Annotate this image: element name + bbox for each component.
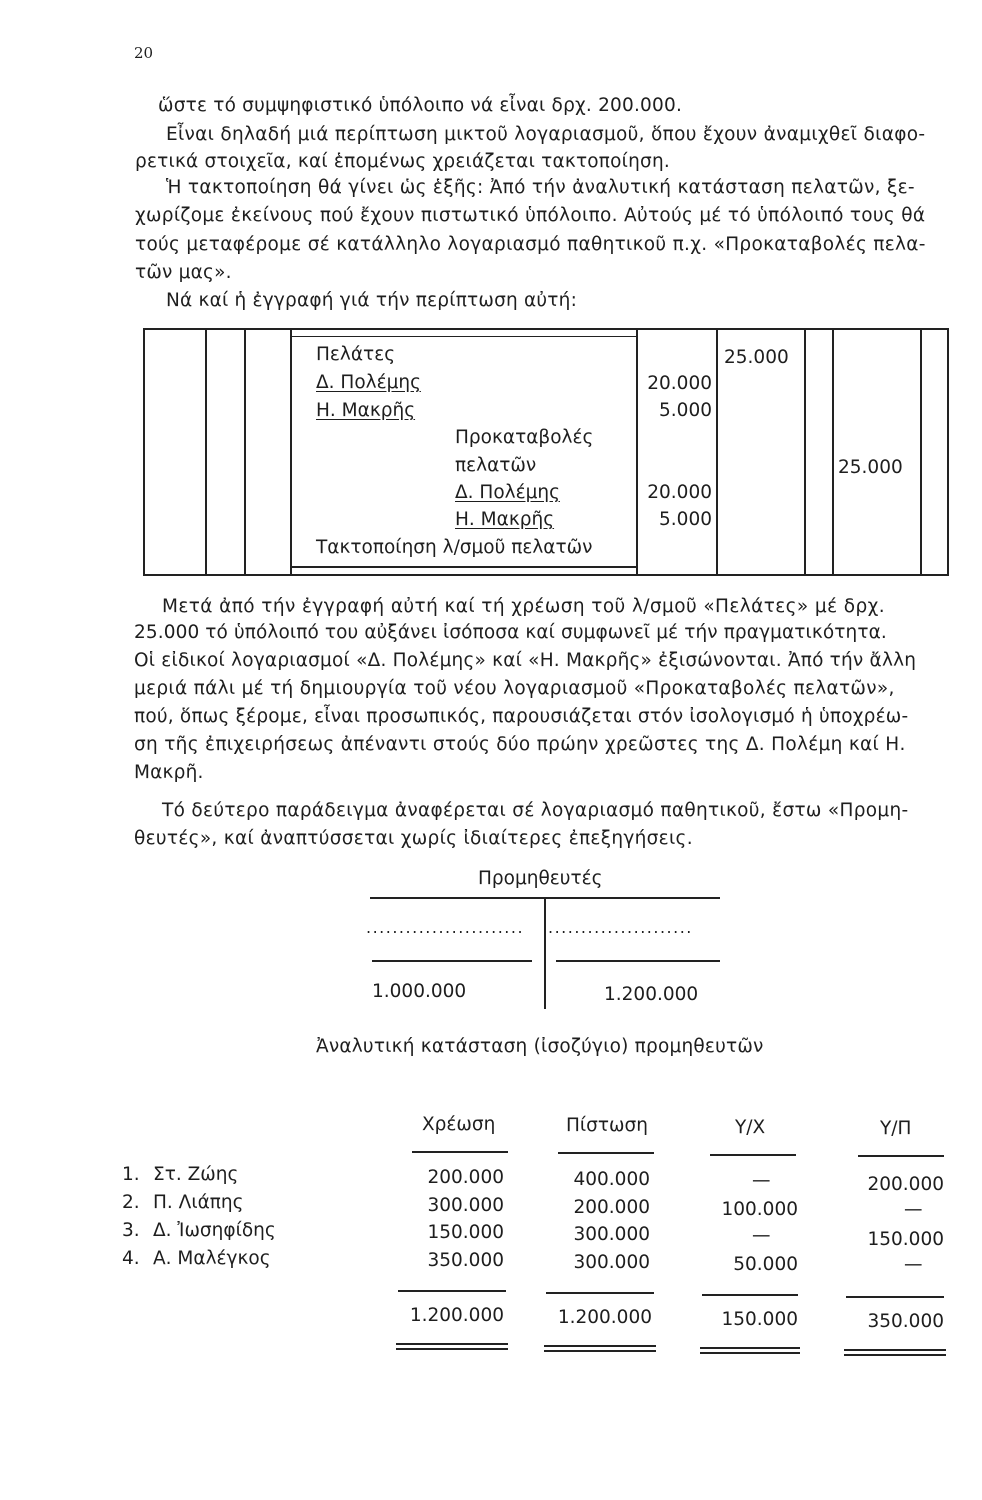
debit-account: Πελάτες — [316, 344, 396, 365]
double-rule — [700, 1347, 800, 1349]
debit-total: 25.000 — [724, 347, 789, 368]
debit-sub-amount-1: 20.000 — [647, 373, 712, 394]
total-credit: 1.200.000 — [557, 1307, 652, 1328]
credit-total: 25.000 — [838, 457, 903, 478]
credit-sub-amount-1: 20.000 — [647, 482, 712, 503]
t-account-credit-total: 1.200.000 — [604, 984, 699, 1005]
journal-separator-line — [290, 336, 636, 337]
t-account-divider — [544, 897, 546, 1009]
header-yx: Υ/Χ — [735, 1117, 766, 1138]
intro-line-5: χωρίζομε ἐκείνους πού ἔχουν πιστωτικό ὑπόλοιπο. Αὐτούς μέ τό ὑπόλοιπό τους θά — [135, 205, 926, 226]
trial-balance-title: Ἀναλυτική κατάσταση (ἰσοζύγιο) προμηθευτῶν — [316, 1036, 764, 1057]
debit-sub-name-2: Η. Μακρῆς — [316, 400, 416, 421]
row-credit: 300.000 — [573, 1252, 650, 1273]
debit-sub-amount-2: 5.000 — [659, 400, 712, 421]
journal-col-line — [636, 328, 638, 576]
row-credit: 200.000 — [573, 1197, 650, 1218]
double-rule — [544, 1350, 656, 1352]
middle-line-4: μεριά πάλι μέ τή δημιουργία τοῦ νέου λογαριασμοῦ «Προκαταβολές πελατῶν», — [134, 678, 895, 699]
intro-line-6: τούς μεταφέρομε σέ κατάλληλο λογαριασμό παθητικοῦ π.χ. «Προκαταβολές πελα- — [135, 234, 926, 255]
total-yp: 350.000 — [867, 1311, 944, 1332]
intro-line-7: τῶν μας». — [135, 262, 232, 283]
row-debit: 150.000 — [427, 1222, 504, 1243]
row-number: 4. — [122, 1248, 140, 1269]
total-rule — [546, 1292, 654, 1294]
total-rule — [846, 1296, 944, 1298]
row-name: Στ. Ζώης — [153, 1164, 239, 1185]
credit-account-line-2: πελατῶν — [455, 455, 537, 476]
row-yx: — — [752, 1170, 771, 1191]
journal-col-line — [716, 328, 718, 576]
row-number: 2. — [122, 1192, 140, 1213]
journal-col-line — [290, 328, 292, 576]
total-rule — [702, 1294, 798, 1296]
intro-line-3: ρετικά στοιχεῖα, καί ἑπομένως χρειάζεται τακτοποίηση. — [135, 151, 670, 172]
header-rule — [412, 1151, 508, 1153]
journal-bottom-border — [143, 574, 949, 576]
row-debit: 200.000 — [427, 1167, 504, 1188]
row-number: 1. — [122, 1164, 140, 1185]
row-yp: 200.000 — [867, 1174, 944, 1195]
journal-top-border — [143, 328, 949, 330]
journal-right-border — [947, 328, 949, 576]
intro-line-8: Νά καί ἡ ἐγγραφή γιά τήν περίπτωση αὐτή: — [166, 290, 577, 311]
page-number: 20 — [134, 44, 154, 62]
credit-account-line-1: Προκαταβολές — [455, 427, 594, 448]
total-yx: 150.000 — [721, 1309, 798, 1330]
second-example-line-1: Τό δεύτερο παράδειγμα ἀναφέρεται σέ λογαριασμό παθητικοῦ, ἔστω «Προμη- — [162, 800, 909, 821]
double-rule — [544, 1345, 656, 1347]
middle-line-2: 25.000 τό ὑπόλοιπό του αὐξάνει ἰσόποσα καί συμφωνεῖ μέ τήν πραγματικότητα. — [134, 622, 887, 643]
header-rule — [710, 1154, 796, 1156]
journal-explanation: Τακτοποίηση λ/σμοῦ πελατῶν — [316, 537, 593, 558]
header-debit: Χρέωση — [422, 1114, 496, 1135]
row-credit: 300.000 — [573, 1224, 650, 1245]
intro-line-2: Εἶναι δηλαδή μιά περίπτωση μικτοῦ λογαριασμοῦ, ὅπου ἔχουν ἀναμιχθεῖ διαφο- — [166, 124, 926, 145]
middle-line-1: Μετά ἀπό τήν ἐγγραφή αὐτή καί τή χρέωση τοῦ λ/σμοῦ «Πελάτες» μέ δρχ. — [162, 596, 885, 617]
row-name: Π. Λιάπης — [153, 1192, 244, 1213]
double-rule — [700, 1352, 800, 1354]
row-name: Δ. Ἰωσηφίδης — [153, 1220, 276, 1241]
row-number: 3. — [122, 1220, 140, 1241]
total-debit: 1.200.000 — [409, 1305, 504, 1326]
row-name: Α. Μαλέγκος — [153, 1248, 271, 1269]
row-yp: — — [904, 1199, 923, 1220]
t-account-credit-rule — [556, 960, 720, 962]
total-rule — [398, 1290, 506, 1292]
intro-line-4: Ἡ τακτοποίηση θά γίνει ὡς ἑξῆς: Ἀπό τήν ἀναλυτική κατάσταση πελατῶν, ξε- — [166, 177, 915, 198]
double-rule — [396, 1348, 508, 1350]
journal-left-border — [143, 328, 145, 576]
journal-col-line — [832, 328, 834, 576]
t-account-dots-left: ........................ — [366, 918, 525, 937]
t-account-title: Προμηθευτές — [478, 868, 603, 889]
middle-line-3: Οἱ εἰδικοί λογαριασμοί «Δ. Πολέμης» καί «Η. Μακρῆς» ἐξισώνονται. Ἀπό τήν ἄλλη — [134, 650, 917, 671]
row-yx: — — [752, 1225, 771, 1246]
t-account-debit-rule — [372, 960, 532, 962]
row-yp: — — [904, 1254, 923, 1275]
header-rule — [558, 1152, 654, 1154]
journal-col-line — [244, 328, 246, 576]
row-yp: 150.000 — [867, 1229, 944, 1250]
credit-sub-name-2: Η. Μακρῆς — [455, 509, 555, 530]
header-yp: Υ/Π — [880, 1118, 912, 1139]
intro-line-1: ὥστε τό συμψηφιστικό ὑπόλοιπο νά εἶναι δρχ. 200.000. — [158, 95, 683, 116]
row-yx: 50.000 — [733, 1254, 798, 1275]
row-debit: 350.000 — [427, 1250, 504, 1271]
journal-col-line — [920, 328, 922, 576]
middle-line-6: ση τῆς ἐπιχειρήσεως ἀπέναντι στούς δύο πρώην χρεῶστες της Δ. Πολέμη καί Η. — [134, 734, 906, 755]
middle-line-5: πού, ὅπως ξέρομε, εἶναι προσωπικός, παρουσιάζεται στόν ἰσολογισμό ἡ ὑποχρέω- — [134, 706, 909, 727]
t-account-debit-total: 1.000.000 — [372, 981, 467, 1002]
row-debit: 300.000 — [427, 1195, 504, 1216]
credit-sub-name-1: Δ. Πολέμης — [455, 482, 560, 503]
header-credit: Πίστωση — [566, 1115, 648, 1136]
t-account-dots-right: ...................... — [548, 918, 693, 937]
journal-col-line — [205, 328, 207, 576]
double-rule — [844, 1349, 946, 1351]
double-rule — [844, 1354, 946, 1356]
debit-sub-name-1: Δ. Πολέμης — [316, 372, 421, 393]
row-credit: 400.000 — [573, 1169, 650, 1190]
middle-line-7: Μακρῆ. — [134, 762, 204, 783]
row-yx: 100.000 — [721, 1199, 798, 1220]
credit-sub-amount-2: 5.000 — [659, 509, 712, 530]
journal-separator-line — [290, 566, 636, 568]
header-rule — [858, 1155, 944, 1157]
double-rule — [396, 1343, 508, 1345]
second-example-line-2: θευτές», καί ἀναπτύσσεται χωρίς ἰδιαίτερες ἐπεξηγήσεις. — [134, 828, 693, 849]
journal-col-line — [804, 328, 806, 576]
